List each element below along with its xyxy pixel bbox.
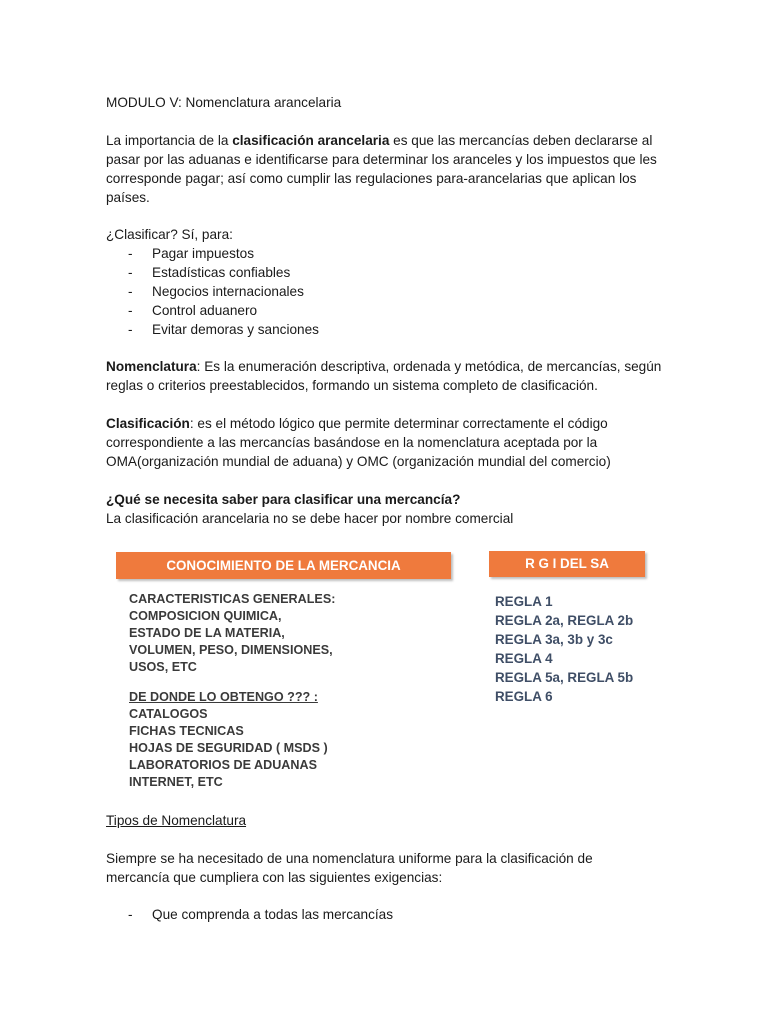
classify-heading: ¿Clasificar? Sí, para: <box>106 227 233 242</box>
clasificacion-term: Clasificación <box>106 416 190 431</box>
intro-post: es que las mercancías deben declararse al <box>389 133 653 148</box>
clasificacion-line-1 <box>106 414 608 433</box>
classify-item: Evitar demoras y sanciones <box>152 322 319 337</box>
intro-pre: La importancia de la <box>106 133 233 148</box>
classify-bullet: - <box>128 303 133 318</box>
types-line-1: Siempre se ha necesitado de una nomenclatura uniforme para la clasificación de <box>106 851 593 866</box>
classify-bullet: - <box>128 265 133 280</box>
characteristic-item: ESTADO DE LA MATERIA, <box>129 626 285 640</box>
clasificacion-line-2: correspondiente a las mercancías basándose en la nomenclatura aceptada por la <box>106 435 598 450</box>
intro-line-3: corresponde pagar; así como cumplir las regulaciones para-arancelarias que aplican los <box>106 171 637 186</box>
types-heading: Tipos de Nomenclatura <box>106 813 247 828</box>
source-item: CATALOGOS <box>129 707 208 721</box>
classify-item: Pagar impuestos <box>152 246 255 261</box>
rule-item: REGLA 5a, REGLA 5b <box>495 670 634 685</box>
rule-item: REGLA 3a, 3b y 3c <box>495 632 613 647</box>
source-item: INTERNET, ETC <box>129 775 223 789</box>
classify-item: Negocios internacionales <box>152 284 304 299</box>
nomenclatura-line-1 <box>106 357 661 376</box>
intro-line-1 <box>106 131 652 150</box>
nomenclatura-def: : Es la enumeración descriptiva, ordenada y metódica, de mercancías, según <box>196 359 662 374</box>
rule-item: REGLA 1 <box>495 594 553 609</box>
characteristic-item: COMPOSICION QUIMICA, <box>129 609 282 623</box>
source-item: HOJAS DE SEGURIDAD ( MSDS ) <box>129 741 328 755</box>
nomenclatura-line-2: reglas o criterios preestablecidos, formando un sistema completo de clasificación. <box>106 378 598 393</box>
classify-bullet: - <box>128 322 133 337</box>
characteristic-item: USOS, ETC <box>129 660 197 674</box>
intro-bold-term: clasificación arancelaria <box>232 133 390 148</box>
intro-line-2: pasar por las aduanas e identificarse para determinar los aranceles y los impuestos que les <box>106 152 657 167</box>
source-item: FICHAS TECNICAS <box>129 724 244 738</box>
classify-item: Control aduanero <box>152 303 258 318</box>
clasificacion-line-3: OMA(organización mundial de aduana) y OMC (organización mundial del comercio) <box>106 454 611 469</box>
rgi-bar <box>489 551 645 577</box>
characteristic-item: VOLUMEN, PESO, DIMENSIONES, <box>129 643 333 657</box>
question-heading: ¿Qué se necesita saber para clasificar una mercancía? <box>106 492 461 507</box>
types-line-2: mercancía que cumpliera con las siguientes exigencias: <box>106 870 443 885</box>
intro-line-4: países. <box>106 190 150 205</box>
question-answer: La clasificación arancelaria no se debe hacer por nombre comercial <box>106 511 514 526</box>
knowledge-bar-label: CONOCIMIENTO DE LA MERCANCIA <box>166 558 401 573</box>
rule-item: REGLA 4 <box>495 651 553 666</box>
rule-item: REGLA 2a, REGLA 2b <box>495 613 634 628</box>
classify-bullet: - <box>128 246 133 261</box>
rgi-bar-label: R G I DEL SA <box>525 556 609 571</box>
clasificacion-def: : es el método lógico que permite determinar correctamente el código <box>189 416 608 431</box>
classify-bullet: - <box>128 284 133 299</box>
sources-heading: DE DONDE LO OBTENGO ??? : <box>129 690 318 704</box>
nomenclatura-term: Nomenclatura <box>106 359 197 374</box>
rule-item: REGLA 6 <box>495 689 553 704</box>
types-item: Que comprenda a todas las mercancías <box>152 907 394 922</box>
types-bullet: - <box>128 907 133 922</box>
source-item: LABORATORIOS DE ADUANAS <box>129 758 317 772</box>
classify-item: Estadísticas confiables <box>152 265 291 280</box>
knowledge-bar <box>116 552 451 579</box>
characteristics-heading: CARACTERISTICAS GENERALES: <box>129 592 336 606</box>
module-title: MODULO V: Nomenclatura arancelaria <box>106 95 342 110</box>
